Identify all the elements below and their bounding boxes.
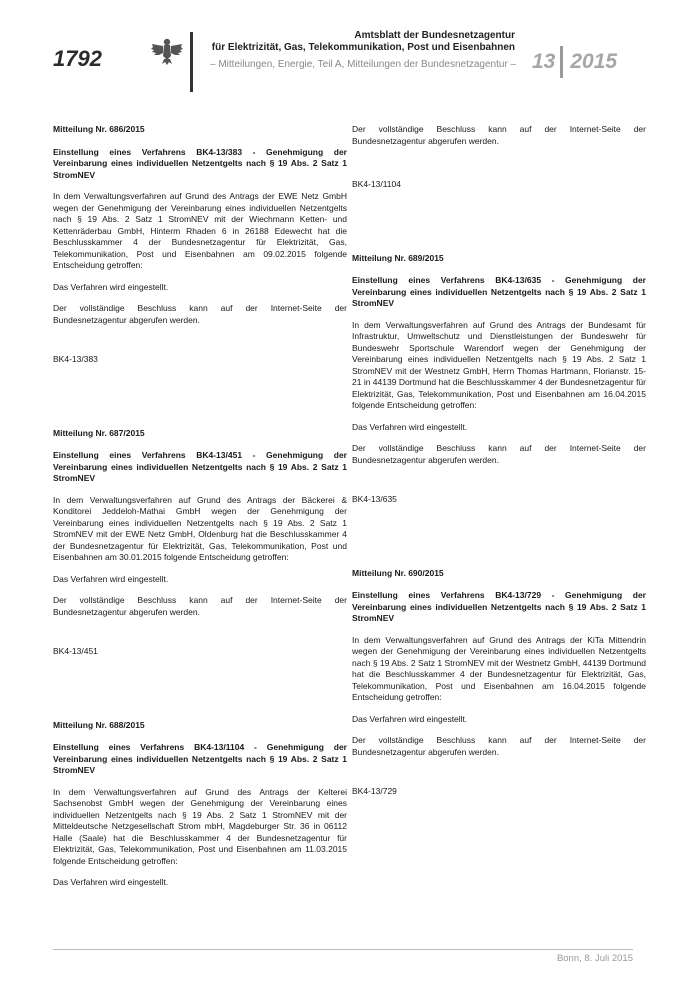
notice-686-decision: Das Verfahren wird eingestellt.	[53, 281, 169, 292]
notice-689-heading: Einstellung eines Verfahrens BK4-13/635 - Genehmigung der Vereinbarung eines individuellen Netzentgelts nach § 19 Abs. 2 Satz 1 StromNEV	[352, 275, 646, 308]
notice-689-decision: Das Verfahren wird eingestellt.	[352, 421, 468, 432]
notice-687-ref: BK4-13/451	[53, 646, 98, 656]
notice-686-heading: Einstellung eines Verfahrens BK4-13/383 - Genehmigung der Vereinbarung eines individuellen Netzentgelts nach § 19 Abs. 2 Satz 1 StromNEV	[53, 146, 347, 180]
notice-690-heading: Einstellung eines Verfahrens BK4-13/729 - Genehmigung der Vereinbarung eines individuellen Netzentgelts nach § 19 Abs. 2 Satz 1 StromNEV	[352, 590, 646, 623]
page-number: 1792	[53, 46, 102, 71]
federal-eagle-icon	[150, 36, 184, 66]
issue-separator	[560, 46, 563, 78]
notice-688-decision: Das Verfahren wird eingestellt.	[53, 877, 169, 887]
notice-689-number: Mitteilung Nr. 689/2015	[352, 252, 444, 263]
notice-686-ref: BK4-13/383	[53, 354, 98, 364]
masthead-subtitle: – Mitteilungen, Energie, Teil A, Mitteilungen der Bundesnetzagentur –	[210, 59, 517, 70]
notice-687-body: In dem Verwaltungsverfahren auf Grund des Antrags der Bäckerei & Konditorei Jeddeloh-Mathai GmbH wegen der Genehmigung der Vereinbarung eines individuellen Netzentgelts nach § 19 Abs. 2 Satz 1 StromNEV mit der EWE Netz GmbH, Oldenburg hat die Beschlusskammer 4 der Bundesnetzagentur für Elektrizität, Gas, Telekommunikation, Post und Eisenbahnen am 30.01.2015 folgende Entscheidung getroffen:	[53, 494, 347, 562]
notice-687-decision: Das Verfahren wird eingestellt.	[53, 573, 169, 584]
masthead-title-line2: für Elektrizität, Gas, Telekommunikation, Post und Eisenbahnen	[211, 42, 515, 53]
notice-689-body: In dem Verwaltungsverfahren auf Grund des Antrags der Bundesamt für Infrastruktur, Umweltschutz und Dienstleistungen der Bundeswehr für Bundeswehr Sportschule Warendorf wegen der Genehmigung der Vereinbarung eines individuellen Netzentgelts nach § 19 Abs. 2 Satz 1 StromNEV mit der Westnetz GmbH, Herrn Thomas Hartmann, Florianstr. 15-21 in 44139 Dortmund hat die Beschlusskammer 4 der Bundesnetzagentur für Elektrizität, Gas, Telekommunikation, Post und Eisenbahnen am 16.04.2015 folgende Entscheidung getroffen:	[352, 319, 646, 410]
notice-690-decision: Das Verfahren wird eingestellt.	[352, 713, 468, 724]
notice-687-note: Der vollständige Beschluss kann auf der Internet-Seite der Bundesnetzagentur abgerufen werden.	[53, 595, 347, 617]
notice-690-ref: BK4-13/729	[352, 786, 397, 796]
notice-690-number: Mitteilung Nr. 690/2015	[352, 567, 444, 578]
issue-number-value: 13	[532, 50, 556, 73]
notice-689-ref: BK4-13/635	[352, 494, 397, 504]
issue-year: 2015	[570, 50, 618, 73]
notice-688-body: In dem Verwaltungsverfahren auf Grund des Antrags der Kelterei Sachsenobst GmbH wegen der Genehmigung der Vereinbarung eines individuellen Netzentgelts nach § 19 Abs. 2 Satz 1 StromNEV mit der Mitteldeutsche Netzgesellschaft Strom mbH, Magdeburger Str. 36 in 06112 Halle (Saale) hat die Beschlusskammer 4 der Bundesnetzagentur für Elektrizität, Gas, Telekommunikation, Post und Eisenbahnen am 11.03.2015 folgende Entscheidung getroffen:	[53, 786, 347, 866]
masthead-rule	[190, 32, 193, 92]
left-column	[53, 124, 347, 899]
notice-686-body: In dem Verwaltungsverfahren auf Grund des Antrags der EWE Netz GmbH wegen der Genehmigung der Vereinbarung eines individuellen Netzentgelts nach § 19 Abs. 2 Satz 1 StromNEV mit der Wiechmann Ketten- und Kettenräderbau GmbH, Hinterm Rhaden 6 in 26188 Edewecht hat die Beschlusskammer 4 der Bundesnetzagentur für Elektrizität, Gas, Telekommunikation, Post und Eisenbahnen am 09.02.2015 folgende Entscheidung getroffen:	[53, 191, 347, 270]
notice-688-number: Mitteilung Nr. 688/2015	[53, 719, 145, 730]
issue-number	[532, 46, 617, 78]
notice-688-note: Der vollständige Beschluss kann auf der Internet-Seite der Bundesnetzagentur abgerufen werden.	[352, 124, 646, 146]
right-column	[352, 124, 646, 808]
footer-place-date: Bonn, 8. Juli 2015	[556, 953, 633, 964]
footer-rule	[53, 949, 633, 950]
notice-688-ref: BK4-13/1104	[352, 179, 401, 189]
notice-690-note: Der vollständige Beschluss kann auf der Internet-Seite der Bundesnetzagentur abgerufen werden.	[352, 735, 646, 757]
notice-690-body: In dem Verwaltungsverfahren auf Grund des Antrags der KiTa Mittendrin wegen der Genehmigung der Vereinbarung eines individuellen Netzentgelts nach § 19 Abs. 2 Satz 1 StromNEV mit der Westnetz GmbH, 44139 Dortmund hat die Beschlusskammer 4 der Bundesnetzagentur für Elektrizität, Gas, Telekommunikation, Post und Eisenbahnen am 16.04.2015 folgende Entscheidung getroffen:	[352, 634, 646, 702]
notice-686-number: Mitteilung Nr. 686/2015	[53, 124, 145, 134]
masthead	[210, 30, 515, 71]
masthead-title-line1: Amtsblatt der Bundesnetzagentur	[354, 30, 515, 41]
notice-687-number: Mitteilung Nr. 687/2015	[53, 427, 145, 438]
notice-686-note: Der vollständige Beschluss kann auf der Internet-Seite der Bundesnetzagentur abgerufen werden.	[53, 303, 347, 325]
notice-688-heading: Einstellung eines Verfahrens BK4-13/1104 - Genehmigung der Vereinbarung eines individuellen Netzentgelts nach § 19 Abs. 2 Satz 1 StromNEV	[53, 742, 347, 775]
notice-687-heading: Einstellung eines Verfahrens BK4-13/451 - Genehmigung der Vereinbarung eines individuellen Netzentgelts nach § 19 Abs. 2 Satz 1 StromNEV	[53, 450, 347, 483]
notice-689-note: Der vollständige Beschluss kann auf der Internet-Seite der Bundesnetzagentur abgerufen werden.	[352, 443, 646, 465]
